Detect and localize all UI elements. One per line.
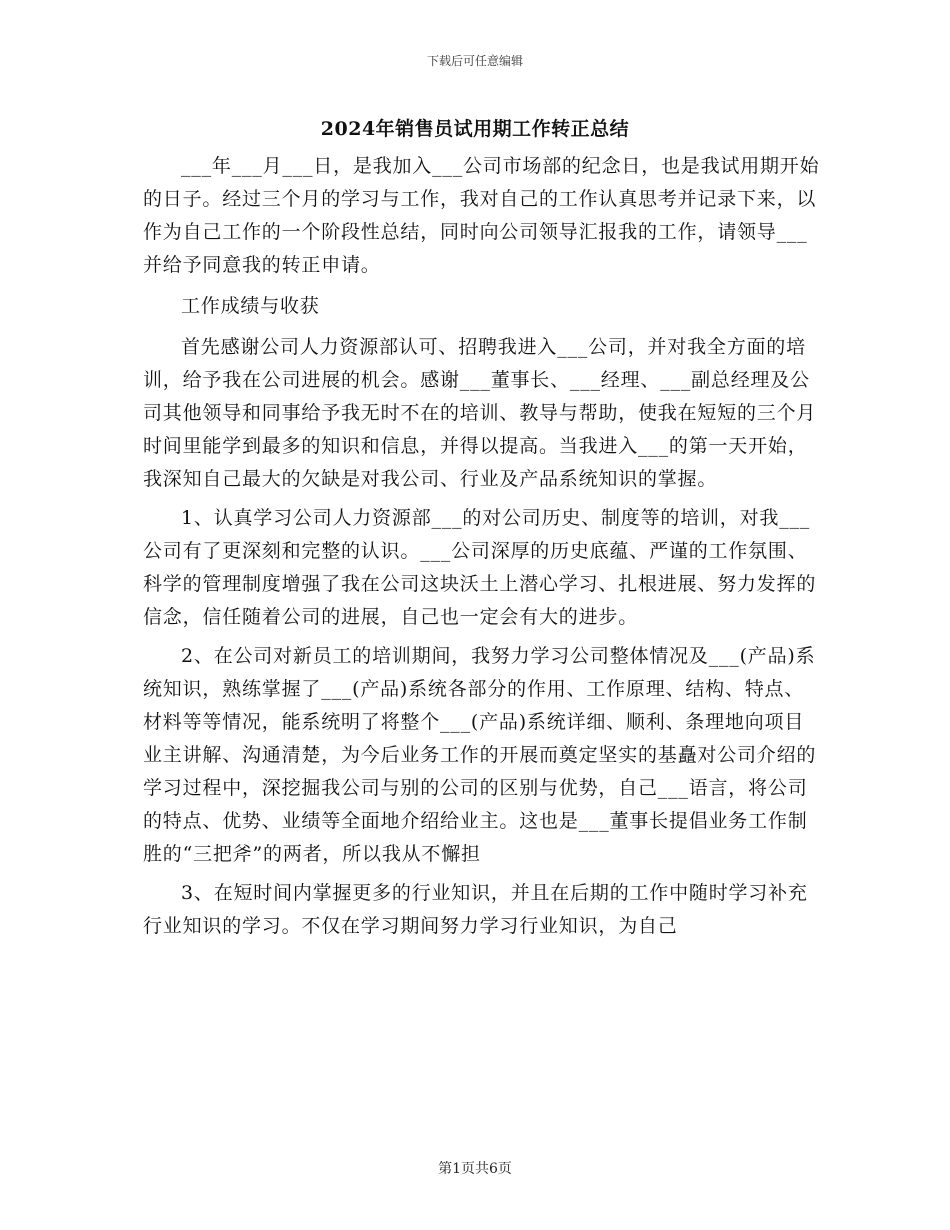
section-heading: 工作成绩与收获: [181, 295, 320, 317]
paragraph-thanks: 首先感谢公司人力资源部认可、招聘我进入___公司，并对我全方面的培训，给予我在公司进展的机会。感谢___董事长、___经理、___副总经理及公司其他领导和同事给予我无时不在的培训、教导与帮助，使我在短短的三个月时间里能学到最多的知识和信息，并得以提高。当我进入___的第一天开始，我深知自己最大的欠缺是对我公司、行业及产品系统知识的掌握。: [143, 336, 817, 490]
page-number: 第1页共6页: [438, 1161, 512, 1177]
paragraph-item-3: 3、在短时间内掌握更多的行业知识，并且在后期的工作中随时学习补充行业知识的学习。不仅在学习期间努力学习行业知识，为自己: [143, 882, 808, 937]
page-header-note: 下载后可任意编辑: [426, 54, 523, 68]
document-body: [143, 150, 823, 943]
paragraph-item-2: 2、在公司对新员工的培训期间，我努力学习公司整体情况及___(产品)系统知识，熟练掌握了___(产品)系统各部分的作用、工作原理、结构、特点、材料等等情况，能系统明了将整个___(产品)系统详细、顺利、条理地向项目业主讲解、沟通清楚，为今后业务工作的开展而奠定坚实的基矗对公司介绍的学习过程中，深挖掘我公司与别的公司的区别与优势，自己___语言，将公司的特点、优势、业绩等全面地介绍给业主。这也是___董事长提倡业务工作制胜的“三把斧”的两者，所以我从不懈担: [143, 645, 817, 865]
paragraph-intro: ___年___月___日，是我加入___公司市场部的纪念日，也是我试用期开始的日子。经过三个月的学习与工作，我对自己的工作认真思考并记录下来，以作为自己工作的一个阶段性总结，同时向公司领导汇报我的工作，请领导___并给予同意我的转正申请。: [143, 155, 820, 276]
paragraph-item-1: 1、认真学习公司人力资源部___的对公司历史、制度等的培训，对我___公司有了更深刻和完整的认识。___公司深厚的历史底蕴、严谨的工作氛围、科学的管理制度增强了我在公司这块沃土上潜心学习、扎根进展、努力发挥的信念，信任随着公司的进展，自己也一定会有大的进步。: [143, 507, 817, 628]
document-title: 2024年销售员试用期工作转正总结: [320, 118, 630, 140]
